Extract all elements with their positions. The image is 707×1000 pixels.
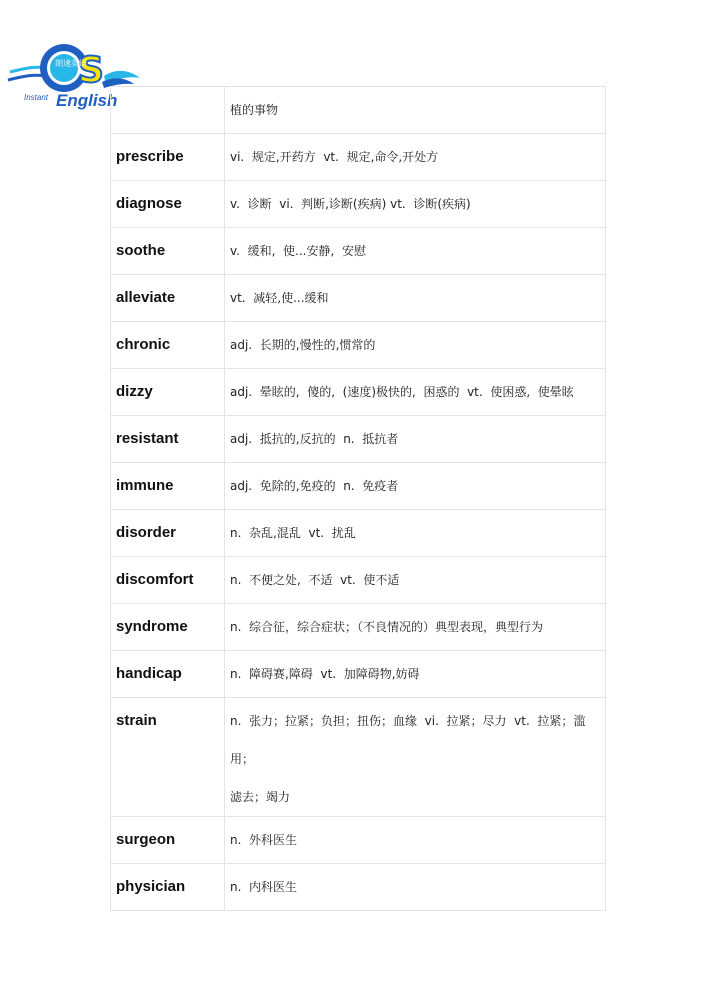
vocab-definition: n. 杂乱,混乱 vt. 扰乱 — [230, 526, 356, 540]
vocab-word — [111, 87, 224, 101]
vocab-word: diagnose — [116, 195, 182, 212]
vocab-definition: adj. 免除的,免疫的 n. 免疫者 — [230, 479, 399, 493]
vocab-word: prescribe — [116, 148, 184, 165]
word-cell — [111, 817, 225, 864]
definition-cell — [225, 864, 606, 911]
vocab-definition: n. 综合征，综合症状；（不良情况的）典型表现，典型行为 — [230, 620, 544, 634]
vocab-definition: n. 张力；拉紧；负担；扭伤；血缘 vi. 拉紧；尽力 vt. 拉紧；滥用； 滤去；竭力 — [230, 714, 586, 804]
word-cell — [111, 557, 225, 604]
word-cell — [111, 698, 225, 817]
vocab-definition: 植的事物 — [230, 103, 279, 117]
word-cell — [111, 864, 225, 911]
word-cell — [111, 228, 225, 275]
vocab-word: resistant — [116, 430, 179, 447]
definition-cell — [225, 698, 606, 817]
word-cell — [111, 416, 225, 463]
word-cell — [111, 134, 225, 181]
table-row — [111, 864, 606, 911]
word-cell — [111, 87, 225, 134]
vocab-word: chronic — [116, 336, 171, 353]
table-row — [111, 369, 606, 416]
vocab-word: dizzy — [116, 383, 153, 400]
vocab-word: soothe — [116, 242, 166, 259]
vocab-word: discomfort — [116, 571, 194, 588]
vocab-word: alleviate — [116, 289, 176, 306]
table-row — [111, 604, 606, 651]
vocab-word: syndrome — [116, 618, 188, 635]
word-cell — [111, 651, 225, 698]
vocab-word: physician — [116, 878, 186, 895]
word-cell — [111, 275, 225, 322]
vocab-definition: adj. 抵抗的,反抗的 n. 抵抗者 — [230, 432, 399, 446]
svg-text:S: S — [78, 50, 104, 91]
word-cell — [111, 369, 225, 416]
vocab-word: disorder — [116, 524, 177, 541]
vocab-word: handicap — [116, 665, 182, 682]
vocab-definition: adj. 晕眩的, 傻的, (速度)极快的, 困惑的 vt. 使困惑, 使晕眩 — [230, 385, 574, 399]
vocab-definition: n. 内科医生 — [230, 880, 298, 894]
vocab-word: immune — [116, 477, 174, 494]
word-cell — [111, 181, 225, 228]
vocab-word: surgeon — [116, 831, 176, 848]
logo-top-text: 朗速英语 — [55, 59, 87, 68]
vocab-definition: vi. 规定,开药方 vt. 规定,命令,开处方 — [230, 150, 439, 164]
table-row — [111, 698, 606, 817]
word-cell — [111, 322, 225, 369]
word-cell — [111, 604, 225, 651]
logo-side-text: Instant — [24, 93, 49, 102]
vocabulary-table — [110, 86, 606, 911]
vocab-definition: n. 障碍赛,障碍 vt. 加障碍物,妨碍 — [230, 667, 420, 681]
logo-main-text: English — [56, 91, 118, 110]
definition-cell — [225, 369, 606, 416]
vocab-definition: v. 缓和, 使...安静, 安慰 — [230, 244, 366, 258]
vocab-definition: v. 诊断 vi. 判断,诊断(疾病) vt. 诊断(疾病) — [230, 197, 471, 211]
vocab-definition: n. 不便之处, 不适 vt. 使不适 — [230, 573, 400, 587]
vocab-definition: vt. 减轻,使...缓和 — [230, 291, 329, 305]
vocab-definition: n. 外科医生 — [230, 833, 298, 847]
vocab-word: strain — [116, 712, 157, 729]
word-cell — [111, 463, 225, 510]
word-cell — [111, 510, 225, 557]
vocab-definition: adj. 长期的,慢性的,惯常的 — [230, 338, 376, 352]
